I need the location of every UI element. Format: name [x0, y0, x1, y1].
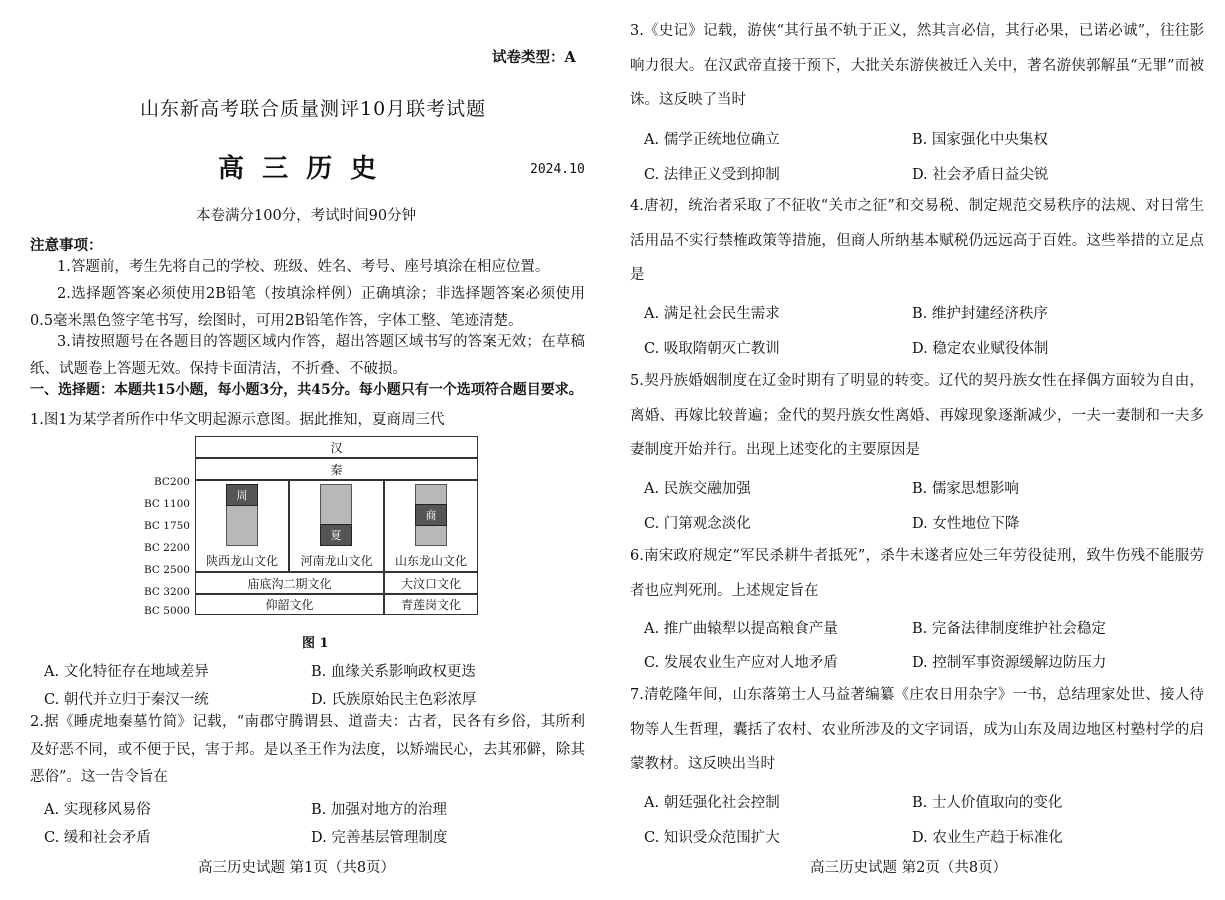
- q6-option-a: A. 推广曲辕犁以提高粮食产量: [644, 621, 838, 637]
- q7-option-a: A. 朝廷强化社会控制: [644, 795, 780, 811]
- q1-option-a: A. 文化特征存在地域差异: [44, 664, 209, 680]
- page-footer: 高三历史试题 第2页（共8页）: [810, 860, 1008, 876]
- q6-option-d: D. 控制军事资源缓解边防压力: [912, 655, 1107, 671]
- q5-stem: 5.契丹族婚姻制度在辽金时期有了明显的转变。辽代的契丹族女性在择偶方面较为自由，离婚、再嫁比较普遍；金代的契丹族女性离婚、再嫁现象逐渐减少，一夫一妻制和一夫多妻制度开始并行。出现上述变化的主要原因是: [630, 373, 1204, 458]
- q5-option-b: B. 儒家思想影响: [912, 481, 1019, 497]
- q2-option-d: D. 完善基层管理制度: [311, 830, 448, 846]
- figure-caption: 图 1: [302, 636, 329, 651]
- q1-option-d: D. 氏族原始民主色彩浓厚: [311, 692, 477, 708]
- notice-item: 2.选择题答案必须使用2B铅笔（按填涂样例）正确填涂；非选择题答案必须使用0.5毫米黑色签字笔书写，绘图时，可用2B铅笔作答，字体工整、笔迹清楚。: [30, 286, 585, 329]
- q1-stem: 1.图1为某学者所作中华文明起源示意图。据此推知，夏商周三代: [30, 412, 445, 428]
- q5-option-d: D. 女性地位下降: [912, 516, 1020, 532]
- q3-option-c: C. 法律正义受到抑制: [644, 167, 780, 183]
- y-label: BC 1750: [143, 520, 190, 532]
- y-label: BC200: [154, 476, 190, 488]
- q7-stem: 7.清乾隆年间，山东落第士人马益著编纂《庄农日用杂字》一书，总结理家处世、接人待物等人生哲理，囊括了农村、农业所涉及的文字词语，成为山东及周边地区村塾村学的启蒙教材。这反映出当时: [630, 687, 1204, 772]
- dynasty-shang: 商: [415, 504, 447, 526]
- q5-option-a: A. 民族交融加强: [644, 481, 751, 497]
- q5-option-c: C. 门第观念淡化: [644, 516, 751, 532]
- q2-option-a: A. 实现移风易俗: [44, 802, 151, 818]
- dynasty-xia: 夏: [320, 524, 352, 546]
- section-title: 一、选择题：本题共15小题，每小题3分，共45分。每小题只有一个选项符合题目要求。: [30, 382, 583, 398]
- culture-shaanxi-longshan: 陕西龙山文化: [205, 554, 278, 568]
- culture-qingliangang: 青莲岗文化: [384, 594, 478, 615]
- q7-option-b: B. 士人价值取向的变化: [912, 795, 1063, 811]
- qin-row: 秦: [195, 458, 478, 480]
- q6-option-c: C. 发展农业生产应对人地矛盾: [644, 655, 838, 671]
- q4-stem: 4.唐初，统治者采取了不征收“关市之征”和交易税、制定规范交易秩序的法规、对日常生活用品不实行禁榷政策等措施，但商人所纳基本赋税仍远远高于百姓。这些举措的立足点是: [630, 198, 1204, 283]
- y-label: BC 2500: [143, 564, 190, 576]
- q6-option-b: B. 完备法律制度维护社会稳定: [912, 621, 1106, 637]
- page-footer: 高三历史试题 第1页（共8页）: [198, 860, 396, 876]
- q6-stem: 6.南宋政府规定“军民杀耕牛者抵死”，杀牛未遂者应处三年劳役徒刑，致牛伤残不能服劳者也应判死刑。上述规定旨在: [630, 548, 1204, 599]
- culture-dawenkou: 大汶口文化: [384, 572, 478, 594]
- q4-option-d: D. 稳定农业赋役体制: [912, 341, 1049, 357]
- y-label: BC 1100: [143, 498, 190, 510]
- y-label: BC 5000: [143, 605, 190, 617]
- y-label: BC 3200: [143, 586, 190, 598]
- y-label: BC 2200: [143, 542, 190, 554]
- q4-option-c: C. 吸取隋朝灭亡教训: [644, 341, 780, 357]
- notice-item: 3.请按照题号在各题目的答题区域内作答，超出答题区域书写的答案无效；在草稿纸、试题卷上答题无效。保持卡面清洁，不折叠、不破损。: [30, 334, 585, 377]
- culture-shandong-longshan: 山东龙山文化: [394, 554, 467, 568]
- q3-option-a: A. 儒学正统地位确立: [644, 132, 780, 148]
- q2-option-c: C. 缓和社会矛盾: [44, 830, 151, 846]
- exam-date: 2024.10: [530, 162, 585, 177]
- culture-henan-longshan: 河南龙山文化: [300, 554, 373, 568]
- dynasty-zhou: 周: [226, 484, 258, 506]
- exam-title: 山东新高考联合质量测评10月联考试题: [140, 98, 487, 120]
- q2-option-b: B. 加强对地方的治理: [311, 802, 447, 818]
- figure-1: [140, 436, 485, 616]
- q3-option-b: B. 国家强化中央集权: [912, 132, 1048, 148]
- q3-option-d: D. 社会矛盾日益尖锐: [912, 167, 1049, 183]
- paper-type: 试卷类型：A: [492, 49, 576, 66]
- q1-option-c: C. 朝代并立归于秦汉一统: [44, 692, 209, 708]
- q3-stem: 3.《史记》记载，游侠“其行虽不轨于正义，然其言必信，其行必果，已诺必诚”，往往影响力很大。在汉武帝直接干预下，大批关东游侠被迁入关中，著名游侠郭解虽“无罪”而被诛。这反映了当时: [630, 23, 1204, 108]
- q4-option-b: B. 维护封建经济秩序: [912, 306, 1048, 322]
- q2-stem: 2.据《睡虎地秦墓竹简》记载，“南郡守腾谓县、道啬夫：古者，民各有乡俗，其所利及好恶不同，或不便于民，害于邦。是以圣王作为法度，以矫端民心，去其邪僻，除其恶俗”。这一告令旨在: [30, 714, 585, 785]
- score-info: 本卷满分100分，考试时间90分钟: [196, 208, 417, 224]
- subject-title: 高 三 历 史: [218, 154, 377, 184]
- notice-item: 1.答题前，考生先将自己的学校、班级、姓名、考号、座号填涂在相应位置。: [57, 259, 550, 275]
- culture-yangshao: 仰韶文化: [195, 594, 384, 615]
- notice-title: 注意事项：: [30, 237, 103, 254]
- q7-option-c: C. 知识受众范围扩大: [644, 830, 780, 846]
- q1-option-b: B. 血缘关系影响政权更迭: [311, 664, 476, 680]
- han-row: 汉: [195, 436, 478, 458]
- q7-option-d: D. 农业生产趋于标准化: [912, 830, 1063, 846]
- culture-miaodigou: 庙底沟二期文化: [195, 572, 384, 594]
- q4-option-a: A. 满足社会民生需求: [644, 306, 780, 322]
